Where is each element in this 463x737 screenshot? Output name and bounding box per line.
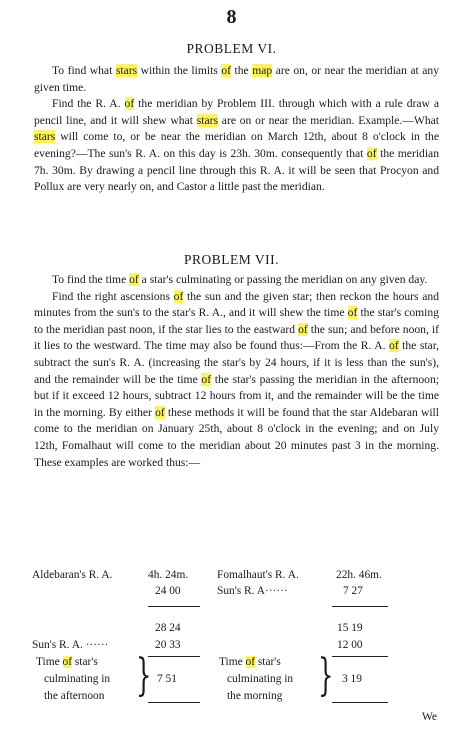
text-run: To find what [52, 64, 116, 77]
highlighted-of: of [62, 656, 72, 668]
highlighted-of: of [245, 656, 255, 668]
text-run: Find the R. A. [52, 97, 125, 111]
aldebaran-sun-value: 20 33 [155, 639, 181, 651]
problem-vii-solution [34, 289, 439, 472]
aldebaran-add-value: 24 00 [155, 585, 181, 597]
text-run: the star's coming to the meridian past noon, if the star lies to the eastward [34, 306, 439, 336]
aldebaran-ra-value: 4h. 24m. [148, 569, 189, 581]
highlighted-word: of [366, 146, 377, 160]
text-run: will come to, or be near the meridian on March 12th, about 8 o'clock in the evening?—The sun's R. A. on this day is 23h. 30m. consequently that [34, 130, 439, 160]
text-run: the star's passing the meridian in the afternoon; but if it exceed 12 hours, subtract 12 hours from it, and the remainder will be the time in the morning. By either [34, 372, 439, 419]
problem-vii-body [34, 272, 439, 471]
highlighted-word: stars [196, 113, 219, 127]
highlighted-word: of [298, 322, 308, 336]
text-run: are on or near the meridian. Example.—What [218, 113, 439, 127]
aldebaran-sun-label: Sun's R. A. ······ [32, 639, 109, 651]
fomalhaut-sun-label: Sun's R. A······ [217, 585, 288, 597]
fomalhaut-time-line3: the morning [227, 690, 283, 702]
problem-vi-statement [34, 63, 439, 96]
stars-word: star's [72, 656, 98, 668]
fomalhaut-result-rule [332, 702, 388, 703]
fomalhaut-time-line2: culminating in [227, 673, 294, 685]
highlighted-word: of [389, 339, 399, 353]
aldebaran-time-line2: culminating in [44, 673, 111, 685]
aldebaran-ra-label: Aldebaran's R. A. [32, 569, 113, 581]
text-run: a star's culminating or passing the meridian on any given day. [138, 273, 428, 286]
fomalhaut-time-line1 [219, 656, 281, 668]
highlighted-word: of [221, 64, 232, 77]
catchword: We [421, 710, 437, 723]
highlighted-word: of [124, 97, 135, 111]
fomalhaut-diff-rule [332, 606, 388, 607]
text-run: these methods it will be found that the star Aldebaran will come to the meridian on January 25th, about 8 o'clock in the evening; and on July 12th, Fomalhaut will come to the meridian about 20 minutes past 3 in the morning. These examples are worked thus:— [34, 405, 439, 469]
text-run: are on, or near the meridian at any given time. [34, 64, 440, 94]
highlighted-word: of [155, 405, 165, 419]
fomalhaut-diff-value: 15 19 [337, 622, 363, 634]
fomalhaut-result: 3 19 [342, 673, 362, 685]
aldebaran-time-line3: the afternoon [44, 690, 105, 702]
text-run: the star, subtract the sun's R. A. (increasing the star's by 24 hours, if it is less than the sun's), and the remainder will be the time [34, 339, 439, 386]
text-run: the [231, 64, 253, 77]
aldebaran-sum-value: 28 24 [155, 622, 181, 634]
problem-vii-statement [34, 272, 439, 289]
problem-vii-heading: PROBLEM VII. [183, 252, 279, 267]
highlighted-word: of [129, 273, 139, 286]
text-run: the meridian 7h. 30m. By drawing a pencil line through this R. A. it will be seen that Procyon and Pollux are very nearly on, and Castor a little past the meridian. [34, 146, 439, 194]
aldebaran-sum-rule [148, 606, 200, 607]
problem-vi-body [34, 63, 439, 196]
fomalhaut-sun-value: 7 27 [343, 585, 363, 597]
aldebaran-diff-rule [148, 656, 200, 657]
time-word: Time [36, 656, 63, 668]
highlighted-word: stars [34, 130, 56, 144]
text-run: the sun and the given star; then reckon the hours and minutes from the sun's to the star's R. A., and it will shew the time [34, 289, 439, 320]
fomalhaut-sub-value: 12 00 [337, 639, 363, 651]
text-run: the meridian by Problem III. through which with a rule draw a pencil line, and it will shew what [34, 97, 439, 127]
fomalhaut-ra-value: 22h. 46m. [336, 569, 382, 581]
fomalhaut-ra-label: Fomalhaut's R. A. [217, 569, 299, 581]
highlighted-word: of [173, 289, 184, 303]
fomalhaut-brace: } [318, 650, 334, 701]
time-word: Time [219, 656, 246, 668]
text-run: the sun; and before noon, if it lies to the westward. The time may also be found thus:—From the R. A. [34, 322, 439, 353]
page-number: 8 [226, 6, 237, 28]
highlighted-word: of [347, 306, 358, 320]
aldebaran-result-rule [148, 702, 200, 703]
problem-vi-solution [34, 96, 439, 196]
text-run: Find the right ascensions [52, 289, 174, 303]
stars-word: star's [255, 656, 281, 668]
problem-vi-heading: PROBLEM VI. [186, 41, 277, 56]
text-run: within the limits [137, 64, 222, 77]
aldebaran-time-line1 [36, 656, 98, 668]
highlighted-word: of [201, 372, 212, 386]
aldebaran-result: 7 51 [157, 673, 177, 685]
highlighted-word: stars [115, 64, 138, 77]
fomalhaut-sub-rule [332, 656, 388, 657]
text-run: To find the time [52, 273, 130, 286]
highlighted-word: map [252, 64, 273, 77]
aldebaran-brace: } [136, 650, 152, 701]
